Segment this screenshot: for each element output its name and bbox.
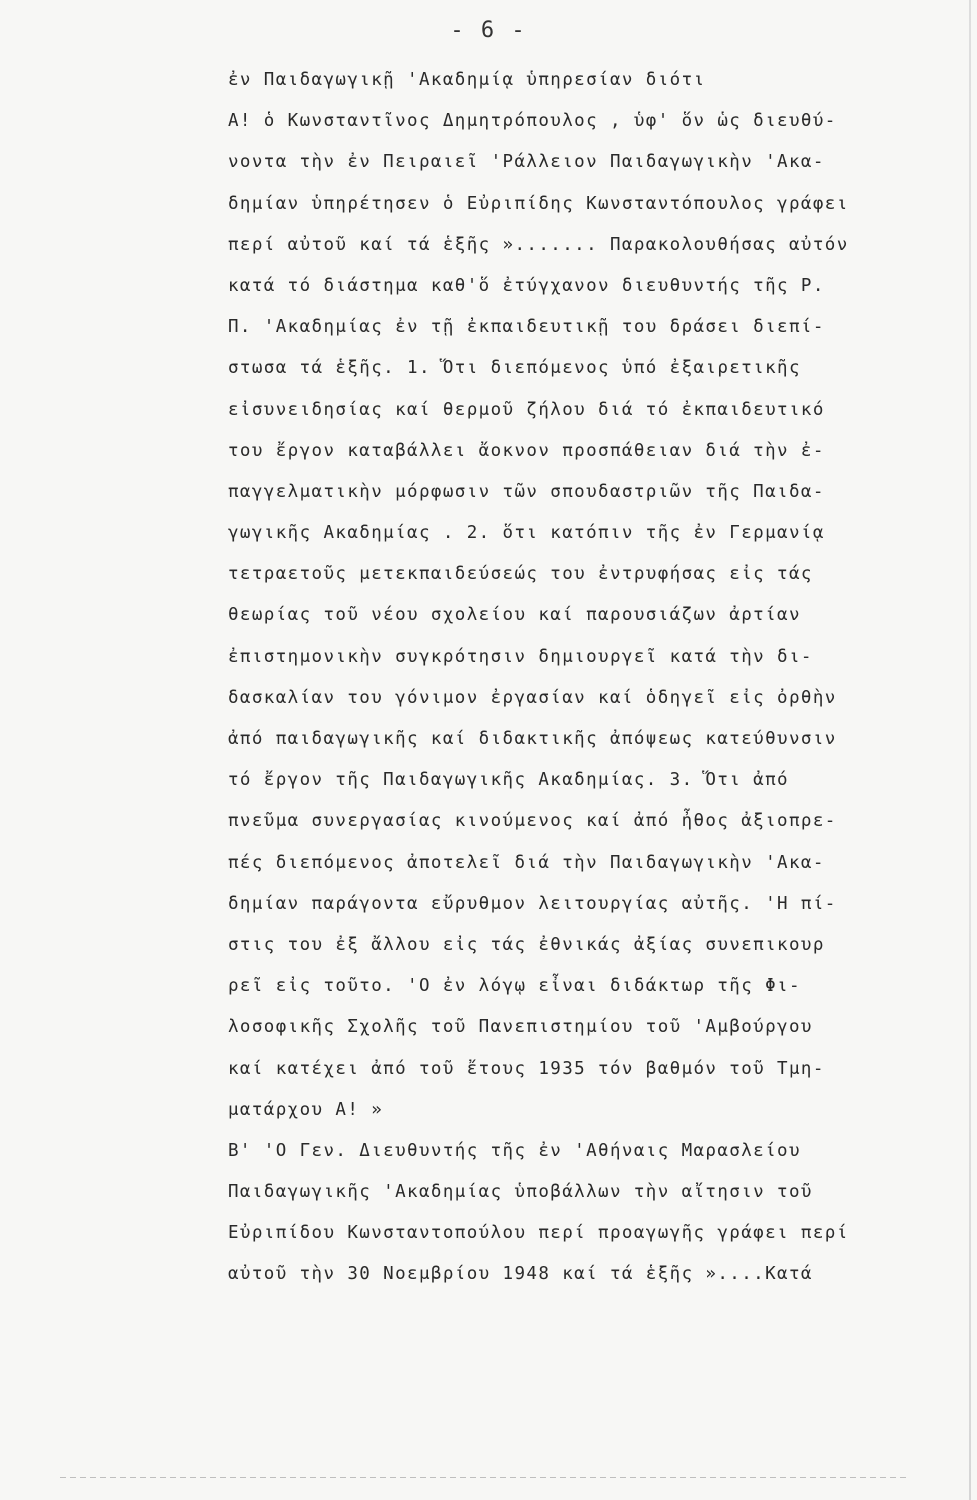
text-line: πνεῦμα συνεργασίας κινούμενος καί ἀπό ἦθος ἀξιοπρε- [228,811,837,832]
text-line: Α! ὁ Κωνσταντῖνος Δημητρόπουλος , ὑφ' ὅν ὡς διευθύ- [228,111,837,132]
text-line: ἐν Παιδαγωγικῇ 'Ακαδημίᾳ ὑπηρεσίαν διότι [228,70,706,90]
text-line: ἀπό παιδαγωγικῆς καί διδακτικῆς ἀπόψεως κατεύθυνσιν [228,729,837,749]
text-line: τετραετοῦς μετεκπαιδεύσεώς του ἐντρυφήσας εἰς τάς [228,564,813,585]
text-line: αὐτοῦ τὴν 30 Νοεμβρίου 1948 καί τά ἑξῆς »....Κατά [228,1264,813,1285]
text-line: στις του ἐξ ἄλλου εἰς τάς ἐθνικάς ἀξίας συνεπικουρ [228,934,825,955]
text-line: ἐπιστημονικὴν συγκρότησιν δημιουργεῖ κατά τὴν δι- [228,646,813,667]
text-line: πές διεπόμενος ἀποτελεῖ διά τὴν Παιδαγωγικὴν 'Ακα- [228,852,825,873]
text-line: Β' 'Ο Γεν. Διευθυντής τῆς ἐν 'Αθήναις Μαρασλείου [228,1140,801,1161]
body-text [228,60,968,1296]
text-line: παγγελματικὴν μόρφωσιν τῶν σπουδαστριῶν τῆς Παιδα- [228,481,825,502]
text-line: Π. 'Ακαδημίας ἐν τῇ ἐκπαιδευτικῇ του δράσει διεπί- [228,317,825,338]
text-line: γωγικῆς Ακαδημίας . 2. ὅτι κατόπιν τῆς ἐν Γερμανίᾳ [228,523,825,544]
page-edge-shadow [969,0,971,1500]
text-line: Εὐριπίδου Κωνσταντοπούλου περί προαγωγῆς γράφει περί [228,1223,849,1244]
text-line: τό ἔργον τῆς Παιδαγωγικῆς Ακαδημίας. 3. Ὅτι ἀπό [228,770,789,791]
text-line: του ἔργον καταβάλλει ἄοκνον προσπάθειαν διά τὴν ἐ- [228,440,825,461]
text-line: ρεῖ εἰς τοῦτο. 'Ο ἐν λόγῳ εἶναι διδάκτωρ τῆς Φι- [228,976,801,997]
text-line: κατά τό διάστημα καθ'ὅ ἐτύγχανον διευθυντής τῆς Ρ. [228,275,825,296]
text-line: περί αὐτοῦ καί τά ἑξῆς »....... Παρακολουθήσας αὐτόν [228,234,849,255]
text-line: νοντα τὴν ἐν Πειραιεῖ 'Ράλλειον Παιδαγωγικὴν 'Ακα- [228,152,825,173]
page-number: - 6 - [450,18,527,43]
text-line: στωσα τά ἑξῆς. 1. Ὅτι διεπόμενος ὑπό ἐξαιρετικῆς [228,358,801,379]
text-line: εἰσυνειδησίας καί θερμοῦ ζήλου διά τό ἐκπαιδευτικό [228,399,825,420]
text-line: ματάρχου Α! » [228,1099,384,1120]
text-line: θεωρίας τοῦ νέου σχολείου καί παρουσιάζων ἀρτίαν [228,605,801,626]
text-line: δημίαν ὑπηρέτησεν ὁ Εὐριπίδης Κωνσταντόπουλος γράφει [228,193,849,214]
text-line: καί κατέχει ἀπό τοῦ ἔτους 1935 τόν βαθμόν τοῦ Τμη- [228,1058,825,1079]
text-line: δημίαν παράγοντα εὔρυθμον λειτουργίας αὐτῆς. 'Η πί- [228,893,837,914]
bottom-scan-rule [60,1477,910,1478]
text-line: Παιδαγωγικῆς 'Ακαδημίας ὑποβάλλων τὴν αἴτησιν τοῦ [228,1182,813,1203]
text-line: λοσοφικῆς Σχολῆς τοῦ Πανεπιστημίου τοῦ 'Αμβούργου [228,1017,813,1038]
text-line: δασκαλίαν του γόνιμον ἐργασίαν καί ὁδηγεῖ εἰς ὀρθὴν [228,687,837,708]
